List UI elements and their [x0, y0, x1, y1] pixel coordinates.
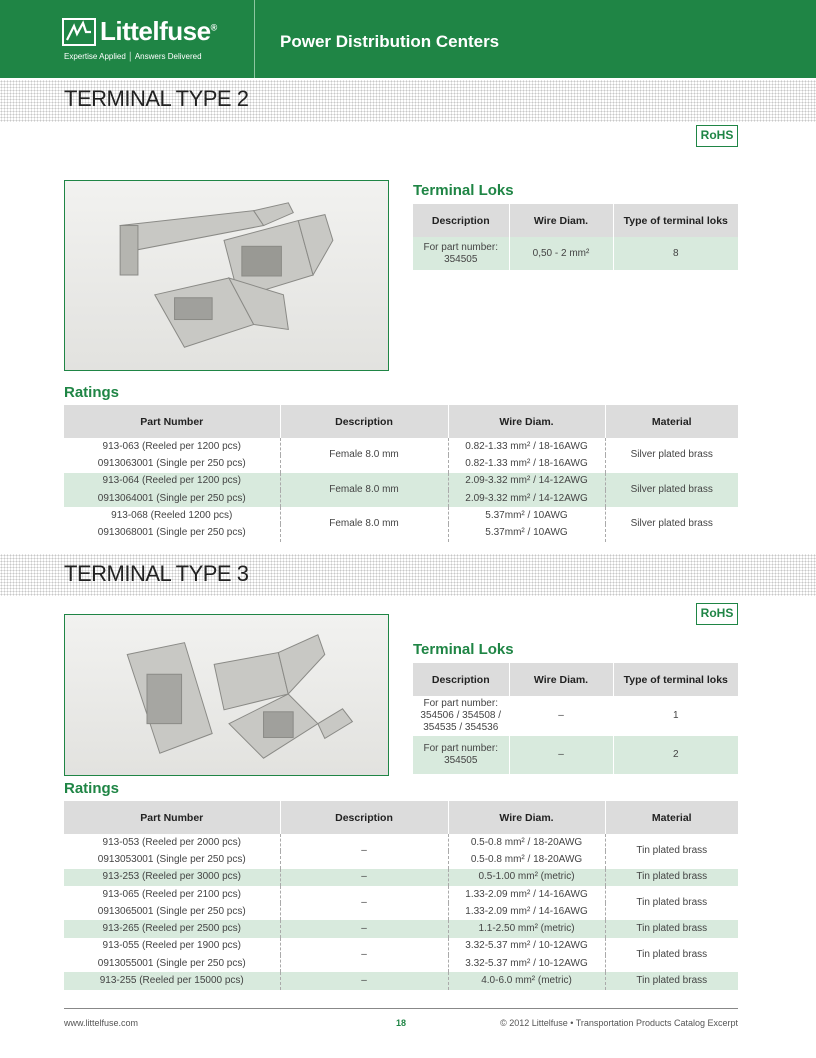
material-cell: Tin plated brass	[605, 869, 738, 886]
table-cell: –	[509, 696, 613, 736]
material-cell: Tin plated brass	[605, 834, 738, 869]
table-row	[64, 438, 738, 455]
terminal-loks-heading-type2: Terminal Loks	[413, 182, 514, 199]
section-title-type3: TERMINAL TYPE 3	[64, 561, 249, 586]
part-number-cell: 0913063001 (Single per 250 pcs)	[97, 457, 246, 469]
part-number-cell: 913-265 (Reeled per 2500 pcs)	[64, 920, 280, 937]
part-number-cell: 913-064 (Reeled per 1200 pcs)	[64, 473, 280, 490]
column-header: Material	[605, 801, 738, 834]
column-header: Description	[413, 663, 509, 696]
wire-diam-cell: 5.37mm² / 10AWG	[448, 524, 605, 541]
terminal-loks-table-type2	[413, 204, 738, 270]
wire-diam-cell: 3.32-5.37 mm² / 10-12AWG	[448, 955, 605, 972]
rohs-badge: RoHS	[696, 125, 738, 147]
header-divider	[254, 0, 255, 78]
table-row	[64, 869, 738, 886]
wire-diam-cell: 3.32-5.37 mm² / 10-12AWG	[448, 938, 605, 955]
table-row	[413, 736, 738, 774]
terminal-type2-photo	[64, 180, 389, 371]
table-cell: For part number: 354506 / 354508 / 354535 / 354536	[413, 696, 509, 736]
table-row	[413, 696, 738, 736]
column-header: Wire Diam.	[509, 204, 613, 237]
page-header	[0, 0, 816, 78]
table-row	[64, 834, 738, 851]
table-header-row	[413, 663, 738, 696]
column-header: Type of terminal loks	[613, 204, 738, 237]
terminal-loks-heading-type3: Terminal Loks	[413, 641, 514, 658]
column-header: Description	[280, 405, 448, 438]
table-cell: –	[509, 736, 613, 774]
section-title-type2: TERMINAL TYPE 2	[64, 86, 249, 111]
wire-diam-cell: 0.5-0.8 mm² / 18-20AWG	[448, 834, 605, 851]
table-cell: 2	[613, 736, 738, 774]
description-cell: –	[280, 972, 448, 989]
column-header: Type of terminal loks	[613, 663, 738, 696]
terminal-loks-table-type3	[413, 663, 738, 774]
part-number-cell: 913-053 (Reeled per 2000 pcs)	[102, 836, 241, 848]
table-cell: For part number: 354505	[413, 736, 509, 774]
table-row	[64, 920, 738, 937]
ratings-table-type3	[64, 801, 738, 990]
material-cell: Tin plated brass	[605, 920, 738, 937]
table-row	[64, 473, 738, 490]
footer-url-link[interactable]: www.littelfuse.com	[64, 1018, 139, 1028]
table-cell: 1	[672, 710, 679, 721]
table-header-row	[64, 801, 738, 834]
column-header: Part Number	[64, 801, 280, 834]
terminal-type3-photo	[64, 614, 389, 776]
wire-diam-cell: 0.82-1.33 mm² / 18-16AWG	[448, 438, 605, 455]
column-header: Material	[605, 405, 738, 438]
wire-diam-cell: 1.1-2.50 mm² (metric)	[448, 920, 605, 937]
brand-name: Littelfuse®	[100, 16, 217, 46]
wire-diam-cell: 4.0-6.0 mm² (metric)	[448, 972, 605, 989]
description-cell: Female 8.0 mm	[280, 438, 448, 473]
column-header: Description	[413, 204, 509, 237]
footer-divider	[64, 1008, 738, 1009]
material-cell: Tin plated brass	[605, 886, 738, 921]
column-header: Description	[280, 801, 448, 834]
table-cell: For part number: 354505	[413, 237, 509, 270]
table-row	[64, 938, 738, 955]
wire-diam-cell: 0.5-1.00 mm² (metric)	[448, 869, 605, 886]
description-cell: Female 8.0 mm	[280, 473, 448, 508]
part-number-cell: 913-068 (Reeled 1200 pcs)	[111, 509, 233, 521]
material-cell: Tin plated brass	[605, 972, 738, 989]
description-cell: –	[280, 869, 448, 886]
brand-tagline: Expertise Applied │ Answers Delivered	[64, 52, 202, 61]
description-cell: –	[280, 938, 448, 973]
page-category-title: Power Distribution Centers	[280, 32, 500, 51]
description-cell: –	[280, 834, 448, 869]
wire-diam-cell: 5.37mm² / 10AWG	[448, 507, 605, 524]
material-cell: Tin plated brass	[605, 938, 738, 973]
table-row	[413, 237, 738, 270]
part-number-cell: 0913064001 (Single per 250 pcs)	[64, 490, 280, 507]
part-number-cell: 0913065001 (Single per 250 pcs)	[97, 905, 246, 917]
ratings-table-type2	[64, 405, 738, 542]
part-number-cell: 913-063 (Reeled per 1200 pcs)	[102, 440, 241, 452]
ratings-heading-type2: Ratings	[64, 384, 120, 401]
table-cell: 8	[613, 237, 738, 270]
table-row	[64, 886, 738, 903]
part-number-cell: 0913055001 (Single per 250 pcs)	[97, 957, 246, 969]
material-cell: Silver plated brass	[605, 438, 738, 473]
part-number-cell: 0913053001 (Single per 250 pcs)	[97, 853, 246, 865]
littelfuse-logo-icon	[62, 18, 96, 46]
part-number-cell: 913-065 (Reeled per 2100 pcs)	[102, 888, 241, 900]
wire-diam-cell: 0.5-0.8 mm² / 18-20AWG	[448, 851, 605, 868]
table-header-row	[64, 405, 738, 438]
wire-diam-cell: 2.09-3.32 mm² / 14-12AWG	[448, 490, 605, 507]
column-header: Wire Diam.	[448, 801, 605, 834]
part-number-cell: 0913068001 (Single per 250 pcs)	[97, 527, 246, 539]
description-cell: Female 8.0 mm	[280, 507, 448, 542]
material-cell: Silver plated brass	[605, 507, 738, 542]
rohs-badge: RoHS	[696, 603, 738, 625]
wire-diam-cell: 2.09-3.32 mm² / 14-12AWG	[448, 473, 605, 490]
table-row	[64, 972, 738, 989]
description-cell: –	[280, 920, 448, 937]
column-header: Part Number	[64, 405, 280, 438]
wire-diam-cell: 1.33-2.09 mm² / 14-16AWG	[448, 903, 605, 920]
column-header: Wire Diam.	[448, 405, 605, 438]
wire-diam-cell: 0.82-1.33 mm² / 18-16AWG	[448, 455, 605, 472]
page-number: 18	[396, 1018, 407, 1028]
material-cell: Silver plated brass	[605, 473, 738, 508]
column-header: Wire Diam.	[509, 663, 613, 696]
wire-diam-cell: 1.33-2.09 mm² / 14-16AWG	[448, 886, 605, 903]
table-header-row	[413, 204, 738, 237]
ratings-heading-type3: Ratings	[64, 780, 120, 797]
footer-copyright: © 2012 Littelfuse • Transportation Products Catalog Excerpt	[500, 1018, 738, 1028]
part-number-cell: 913-055 (Reeled per 1900 pcs)	[102, 940, 241, 952]
part-number-cell: 913-253 (Reeled per 3000 pcs)	[64, 869, 280, 886]
part-number-cell: 913-255 (Reeled per 15000 pcs)	[64, 972, 280, 989]
table-cell: 0,50 - 2 mm²	[509, 237, 613, 270]
description-cell: –	[280, 886, 448, 921]
table-row	[64, 507, 738, 524]
